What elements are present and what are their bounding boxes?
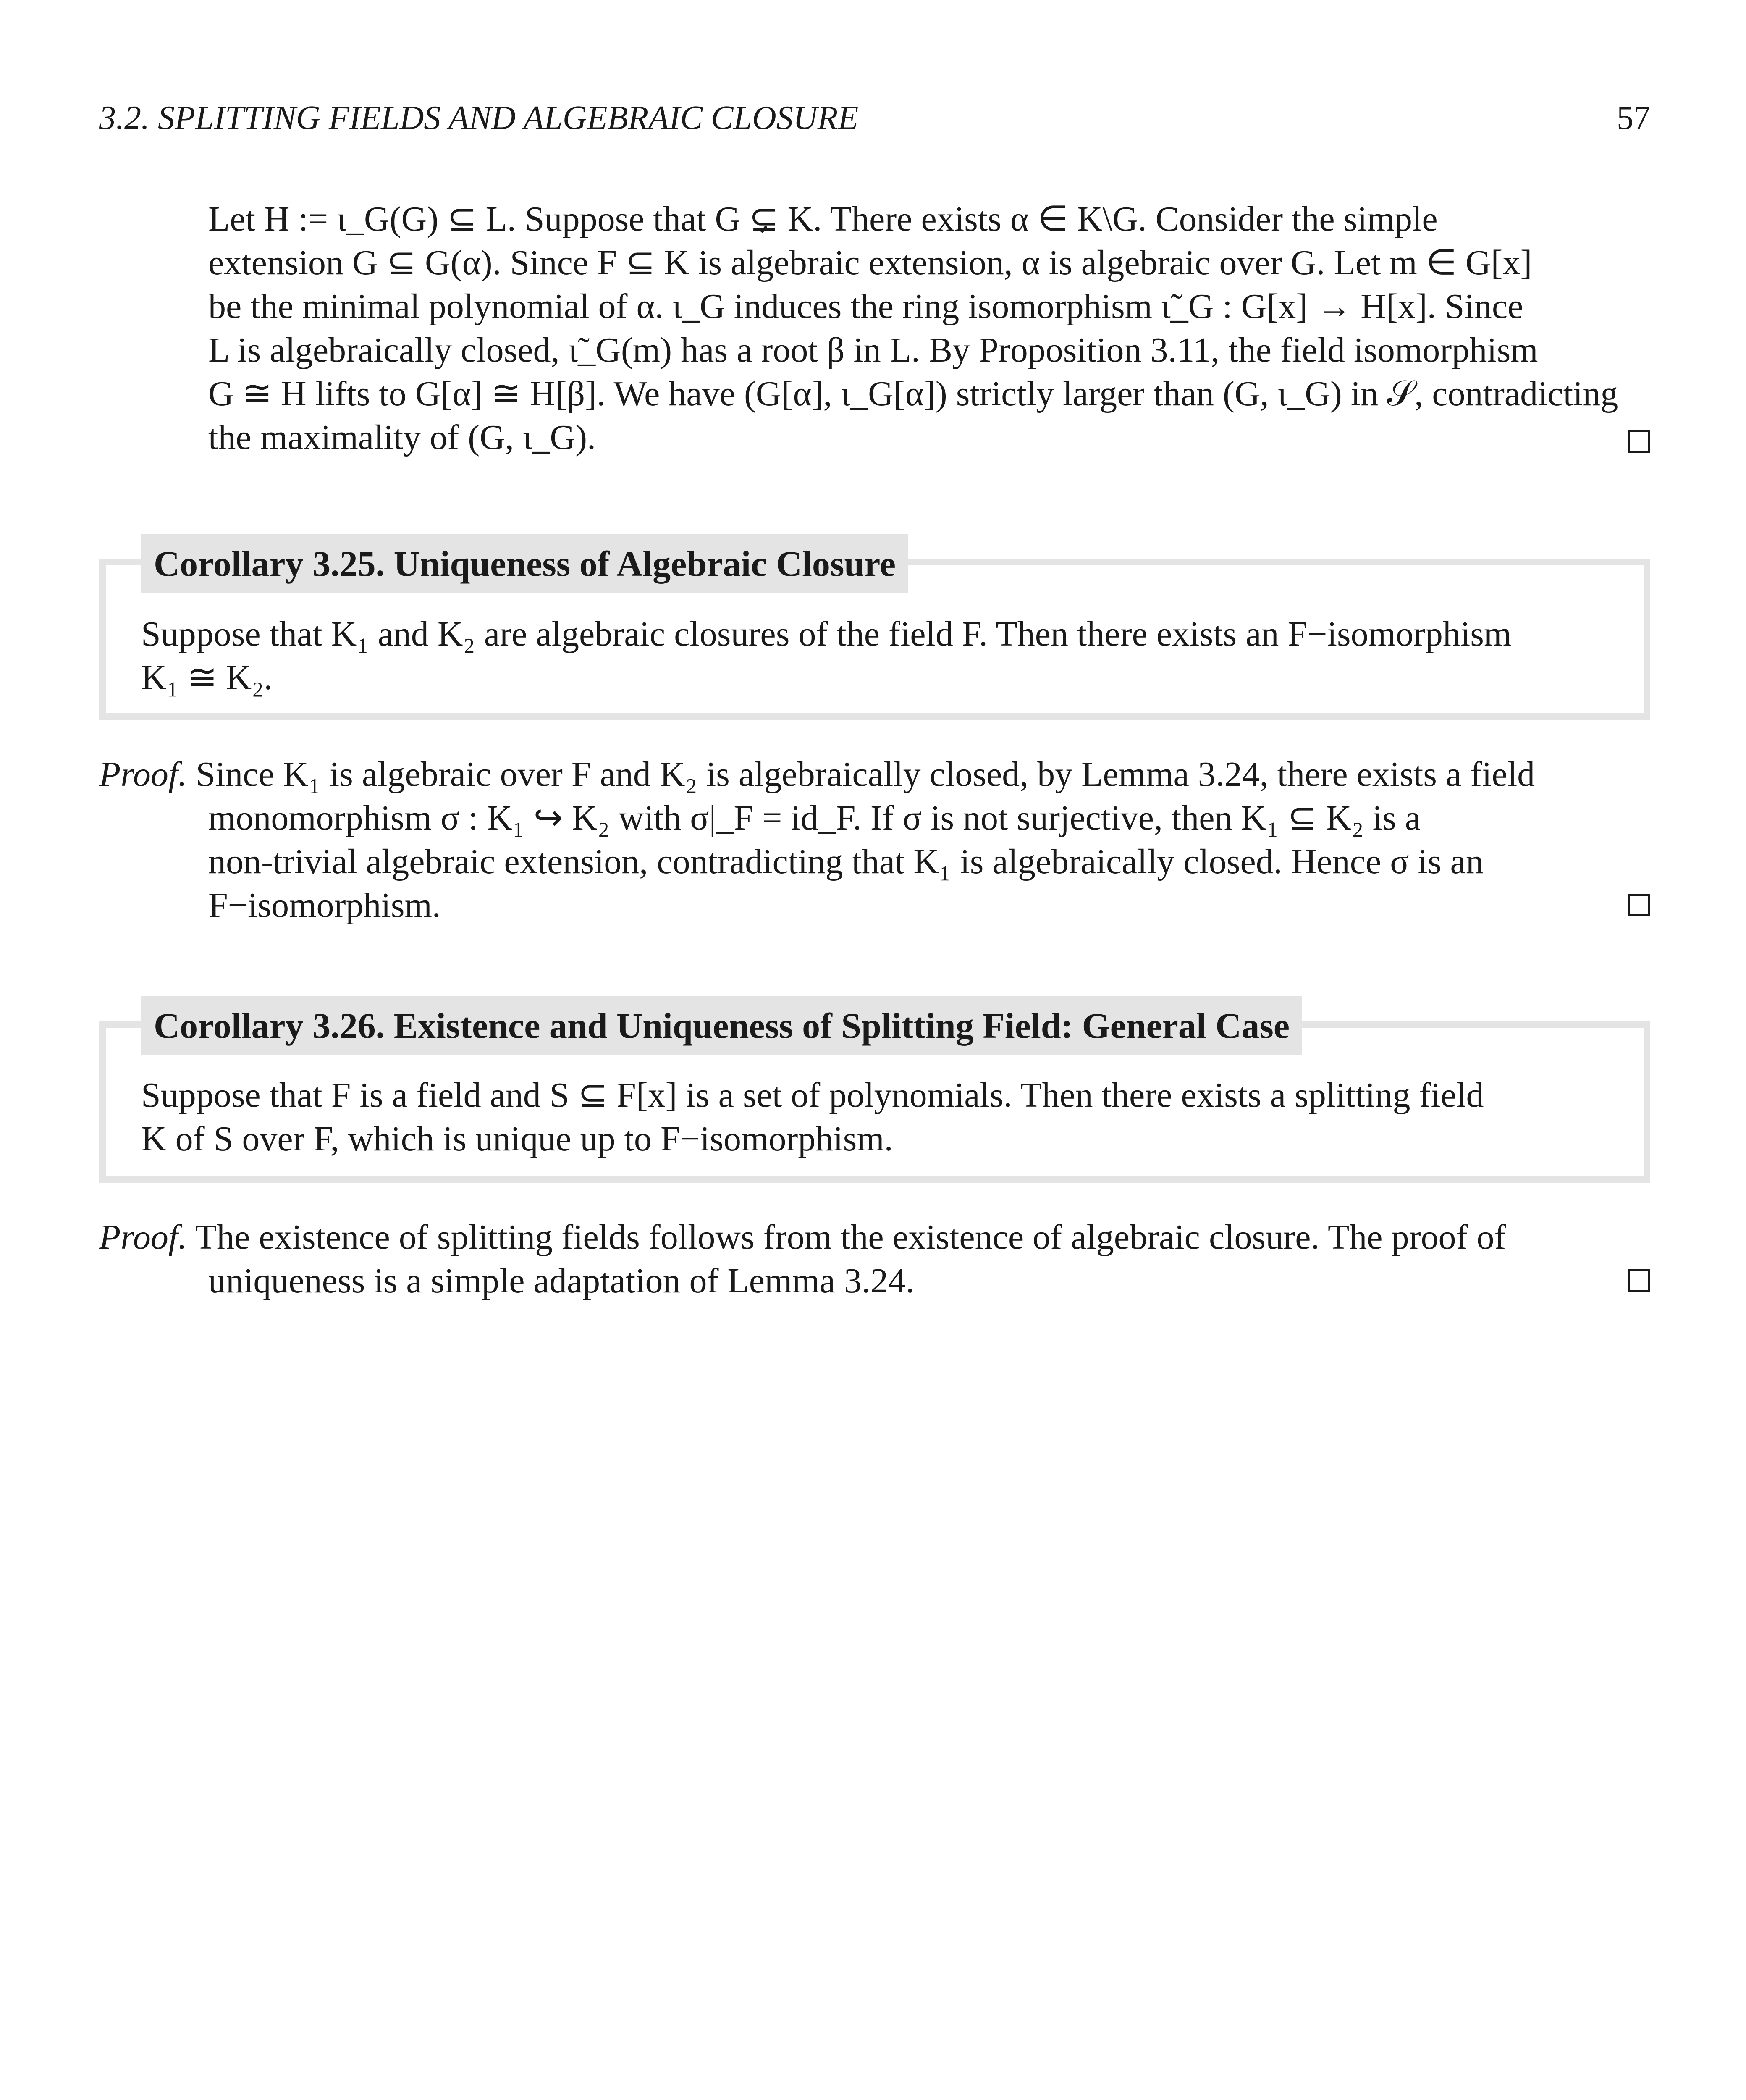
section-title: 3.2. SPLITTING FIELDS AND ALGEBRAIC CLOSURE [99,100,859,136]
intro-line: the maximality of (G, ι_G). [208,418,596,457]
corollary-326-line: K of S over F, which is unique up to F−isomorphism. [141,1119,893,1158]
proof-325-line: non-trivial algebraic extension, contradicting that K₁ is algebraically closed. Hence σ is an [208,842,1484,881]
intro-paragraph [208,197,1650,459]
proof-325 [99,753,1650,927]
corollary-326-line: Suppose that F is a field and S ⊆ F[x] is a set of polynomials. Then there exists a splitting field [141,1076,1484,1115]
running-header [99,99,1650,137]
proof-325-line: monomorphism σ : K₁ ↪ K₂ with σ|_F = id_F. If σ is not surjective, then K₁ ⊆ K₂ is a [208,798,1421,837]
proof-326 [99,1215,1650,1303]
corollary-326-title: Corollary 3.26. Existence and Uniqueness of Splitting Field: General Case [141,996,1302,1055]
intro-line: L is algebraically closed, ι̃_G(m) has a root β in L. By Proposition 3.11, the field isomorphism [208,331,1538,370]
page-number: 57 [1617,100,1650,136]
proof-326-line: uniqueness is a simple adaptation of Lemma 3.24. [208,1261,915,1300]
proof-326-line: The existence of splitting fields follows from the existence of algebraic closure. The proof of [195,1218,1506,1257]
proof-label: Proof. [99,755,187,794]
intro-line: extension G ⊆ G(α). Since F ⊆ K is algebraic extension, α is algebraic over G. Let m ∈ G[x] [208,243,1532,282]
intro-line: be the minimal polynomial of α. ι_G induces the ring isomorphism ι̃_G : G[x] → H[x]. Since [208,287,1523,326]
corollary-325-line: Suppose that K₁ and K₂ are algebraic closures of the field F. Then there exists an F−isomorphism [141,614,1512,654]
intro-line: G ≅ H lifts to G[α] ≅ H[β]. We have (G[α], ι_G[α]) strictly larger than (G, ι_G) in 𝒮, contradicting [208,374,1618,413]
corollary-325-line: K₁ ≅ K₂. [141,658,273,697]
qed-square-icon [1628,1269,1650,1292]
qed-square-icon [1628,894,1650,916]
corollary-325-title: Corollary 3.25. Uniqueness of Algebraic Closure [141,534,908,593]
proof-325-line: F−isomorphism. [208,886,441,925]
intro-line: Let H := ι_G(G) ⊆ L. Suppose that G ⊊ K. There exists α ∈ K\G. Consider the simple [208,200,1438,239]
proof-label: Proof. [99,1218,187,1257]
corollary-325-body [141,612,1636,700]
qed-square-icon [1628,430,1650,453]
corollary-326-body [141,1074,1636,1161]
proof-325-line: Since K₁ is algebraic over F and K₂ is algebraically closed, by Lemma 3.24, there exists a field [196,755,1535,794]
